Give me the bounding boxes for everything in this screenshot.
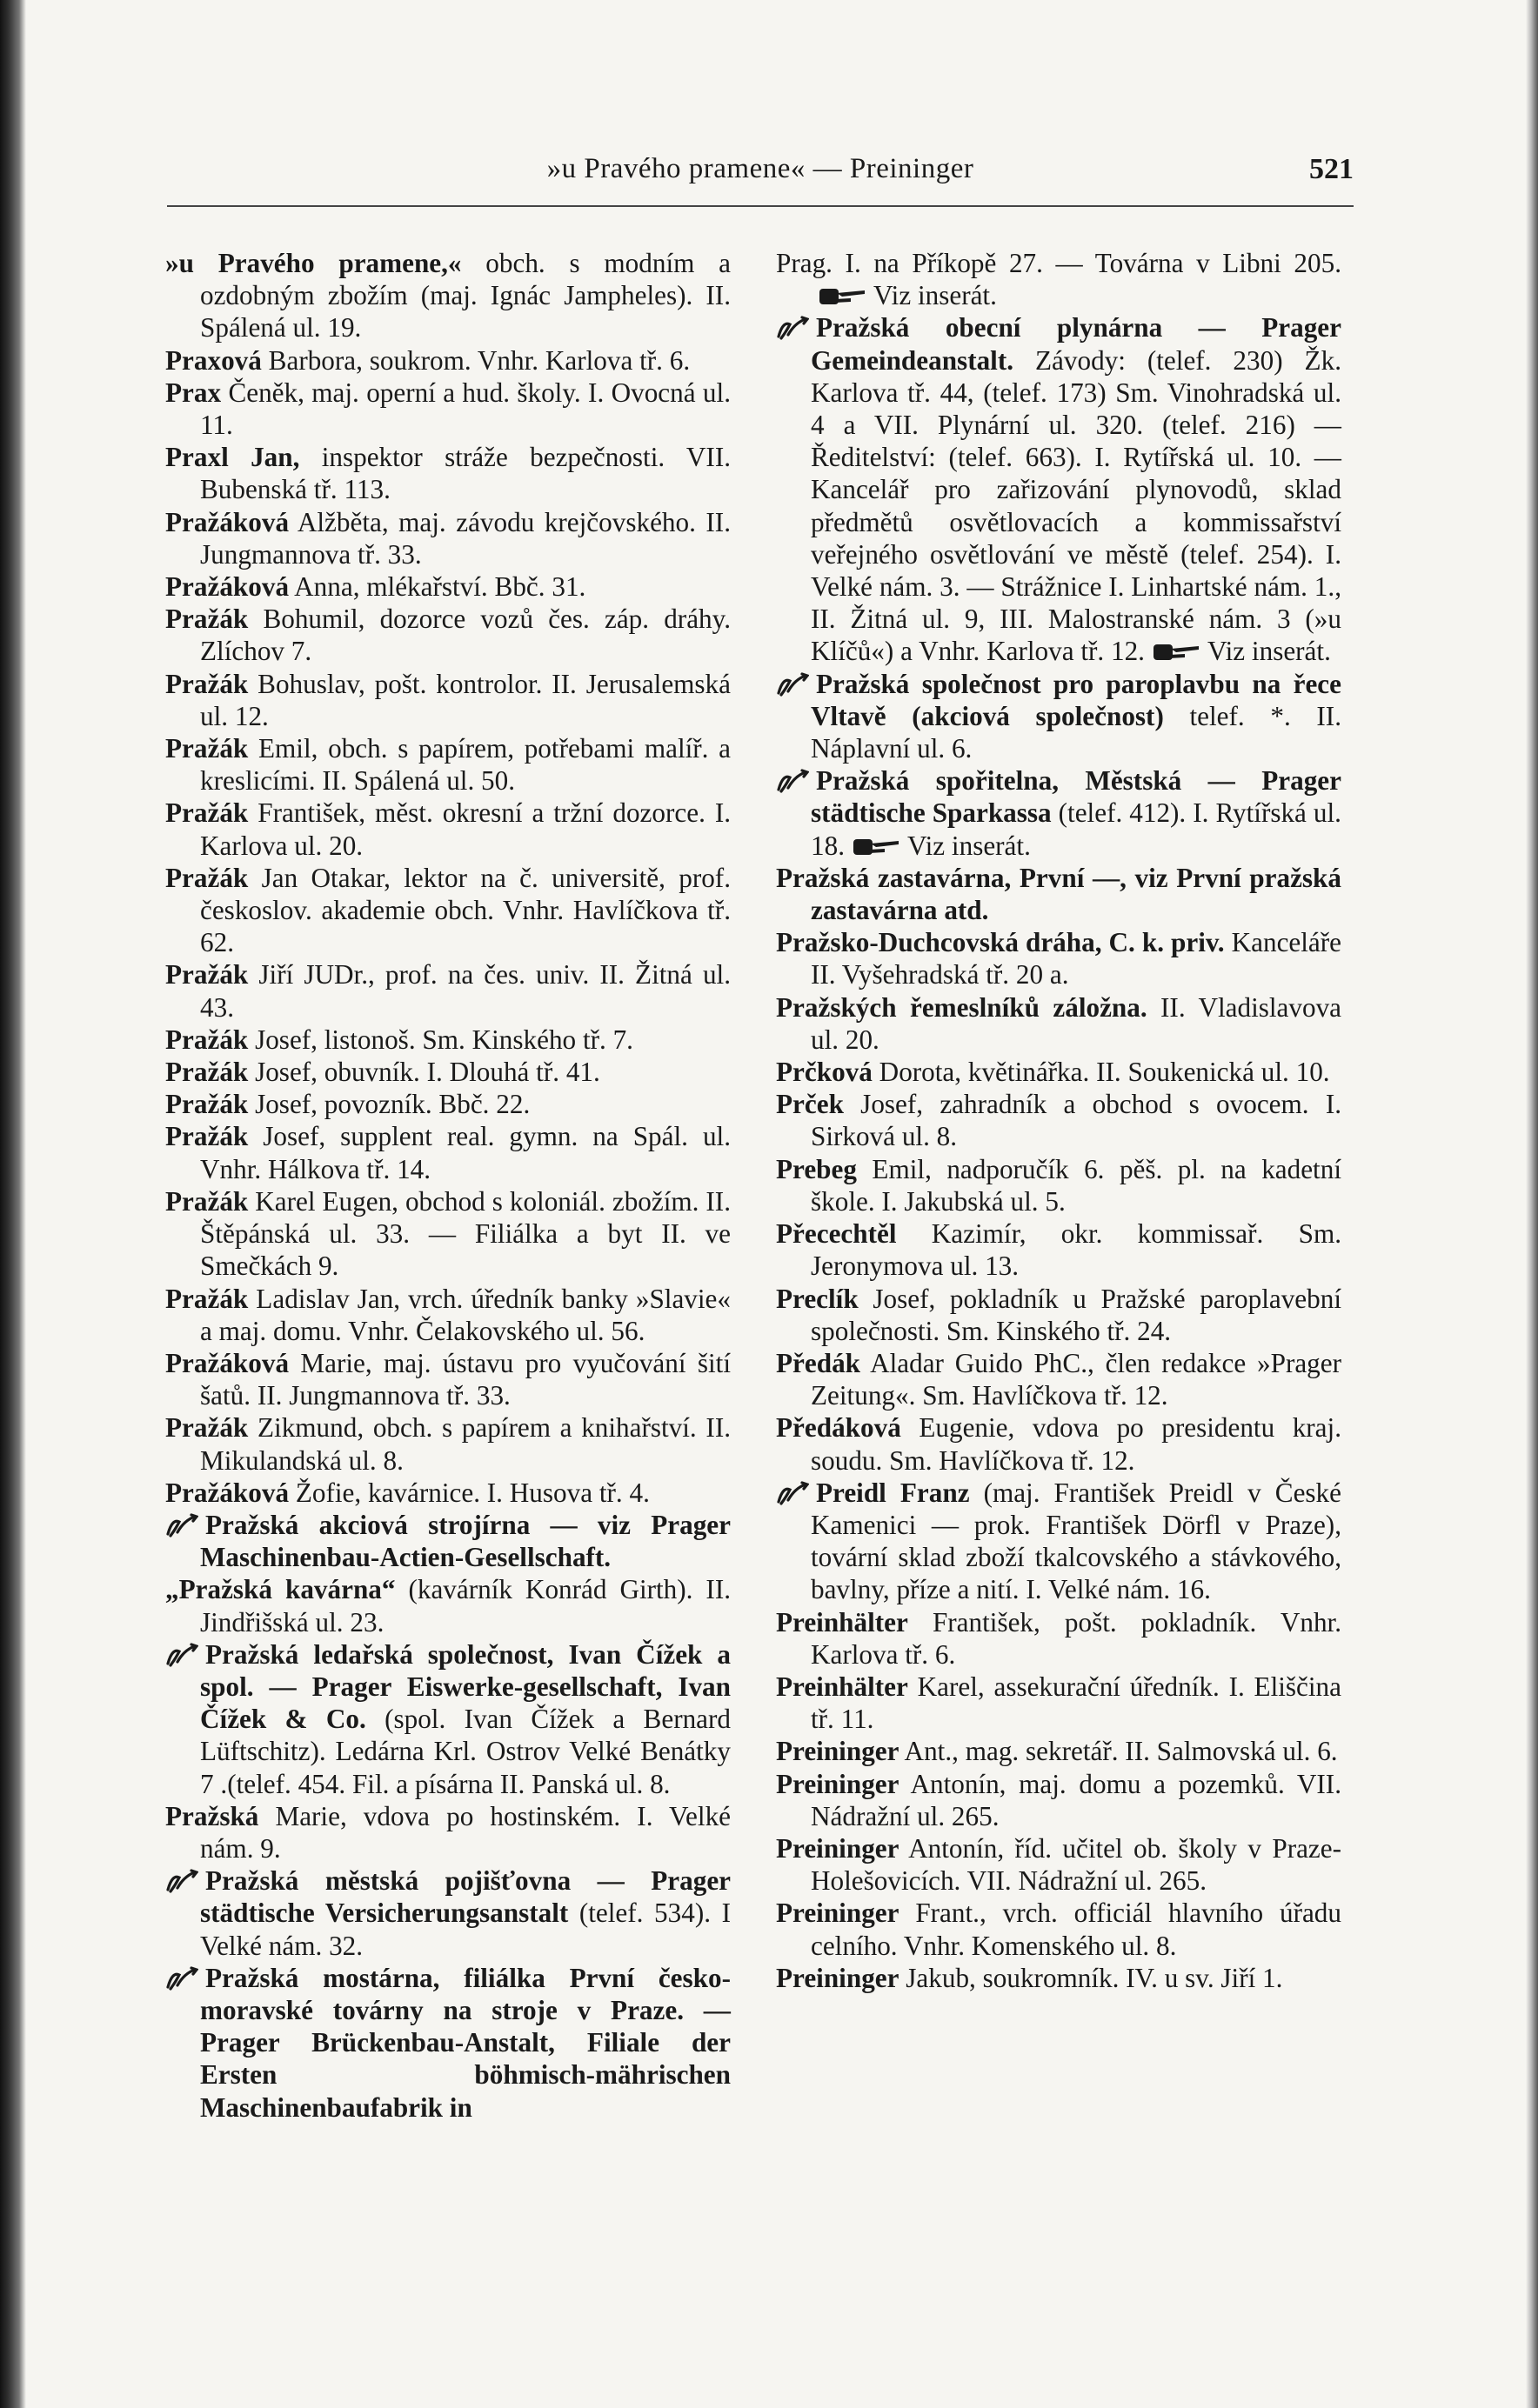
- directory-entry: [776, 764, 1341, 862]
- entry-name: Pražák: [165, 1057, 249, 1088]
- pointing-hand-icon: [850, 836, 902, 858]
- entry-details: Aladar Guido PhC., člen redakce »Prager Zeitung«. Sm. Havlíčkova tř. 12.: [811, 1347, 1341, 1411]
- entry-details: Marie, vdova po hostinském. I. Velké nám. 9.: [200, 1800, 731, 1864]
- directory-entry: [165, 958, 731, 1023]
- right-column: [776, 247, 1341, 1994]
- entry-name: Pražák: [165, 1089, 249, 1120]
- directory-entry: [165, 1120, 731, 1184]
- entry-name: Pražák: [165, 959, 249, 991]
- entry-details: Eugenie, vdova po presidentu kraj. soudu. Sm. Havlíčkova tř. 12.: [811, 1412, 1341, 1476]
- entry-name: Prček: [776, 1089, 844, 1120]
- directory-entry: [165, 732, 731, 797]
- directory-entry: [165, 1185, 731, 1283]
- running-header-title: »u Pravého pramene« — Preininger: [546, 153, 974, 184]
- entry-details: Antonín, maj. domu a pozemků. VII. Nádražní ul. 265.: [811, 1768, 1341, 1831]
- entry-details: Ladislav Jan, vrch. úředník banky »Slavie« a maj. domu. Vnhr. Čelakovského ul. 56.: [200, 1283, 731, 1346]
- entry-details: (spol. Ivan Čížek a Bernard Lüftschitz). Ledárna Krl. Ostrov Velké Benátky 7 .(telef. 454. Fil. a písárna II. Panská ul. 8.: [200, 1704, 731, 1799]
- entry-name: Pražák: [165, 797, 249, 829]
- directory-entry: [776, 1768, 1341, 1832]
- entry-name: Pražská společnost pro paroplavbu na řece Vltavě (akciová společnost): [811, 668, 1341, 731]
- trademark-logo-icon: [165, 1513, 198, 1538]
- entry-name: Prčková: [776, 1057, 873, 1088]
- entry-name: Pražsko-Duchcovská dráha, C. k. priv.: [776, 927, 1225, 958]
- entry-details: Josef, zahradník a obchod s ovocem. I. Sirková ul. 8.: [811, 1089, 1341, 1152]
- directory-entry: [165, 1638, 731, 1800]
- pointing-hand-icon: [1150, 641, 1202, 664]
- entry-details: Emil, nadporučík 6. pěš. pl. na kadetní škole. I. Jakubská ul. 5.: [811, 1153, 1341, 1217]
- directory-entry: [165, 1509, 731, 1573]
- entry-name: Pražák: [165, 1283, 249, 1314]
- entry-details: inspektor stráže bezpečnosti. VII. Bubenská tř. 113.: [200, 442, 732, 505]
- page-edge-right: [1526, 0, 1538, 2408]
- directory-entry: [776, 1411, 1341, 1476]
- directory-entry: [776, 991, 1341, 1056]
- directory-entry: [165, 668, 731, 732]
- entry-name: Pražák: [165, 1024, 249, 1055]
- directory-entry: [165, 1056, 731, 1088]
- entry-details: Prag. I. na Příkopě 27. — Továrna v Libni 205.: [776, 248, 1341, 278]
- directory-entry: [165, 506, 731, 570]
- entry-details: Barbora, soukrom. Vnhr. Karlova tř. 6.: [261, 344, 691, 376]
- trademark-logo-icon: [165, 1643, 198, 1667]
- entry-name: »u Pravého pramene,«: [165, 248, 462, 278]
- entry-details: Antonín, říd. učitel ob. školy v Praze-Holešovicích. VII. Nádražní ul. 265.: [811, 1832, 1341, 1897]
- entry-name: Pražák: [165, 862, 249, 893]
- entry-details: Marie, maj. ústavu pro vyučování šití šatů. II. Jungmannova tř. 33.: [200, 1347, 731, 1411]
- entry-name: Preininger: [776, 1962, 899, 1993]
- directory-entry: [776, 1735, 1341, 1767]
- directory-entry: [165, 344, 731, 377]
- directory-entry: [165, 1024, 731, 1056]
- trademark-logo-icon: [165, 1966, 198, 1991]
- trademark-logo-icon: [776, 769, 809, 793]
- trademark-logo-icon: [776, 672, 809, 697]
- entry-name: Pražák: [165, 733, 249, 764]
- entry-reference: Viz inserát.: [873, 280, 997, 311]
- entry-details: Dorota, květinářka. II. Soukenická ul. 10.: [872, 1057, 1330, 1088]
- directory-entry: [165, 570, 731, 603]
- trademark-logo-icon: [776, 1481, 809, 1505]
- entry-name: Pražáková: [165, 1347, 290, 1378]
- entry-details: Josef, supplent real. gymn. na Spál. ul. Vnhr. Hálkova tř. 14.: [200, 1121, 731, 1184]
- entry-name: Předáková: [776, 1412, 901, 1444]
- entry-details: Jan Otakar, lektor na č. universitě, prof. českoslov. akademie obch. Vnhr. Havlíčkova tř. 62.: [200, 862, 731, 958]
- entry-name: Pražských řemeslníků záložna.: [776, 991, 1147, 1023]
- directory-entry: [165, 377, 731, 441]
- entry-name: Pražská spořitelna, Městská — Prager städtische Sparkassa: [811, 765, 1341, 829]
- directory-entry: [165, 1283, 731, 1347]
- directory-entry: [165, 1088, 731, 1120]
- entry-name: Předák: [776, 1347, 861, 1378]
- entry-name: Praxová: [165, 344, 262, 376]
- directory-entry: [776, 926, 1341, 991]
- directory-entry: [165, 1347, 731, 1411]
- directory-entry: [776, 1056, 1341, 1088]
- directory-entry: [776, 1897, 1341, 1961]
- entry-name: Přecechtěl: [776, 1218, 897, 1250]
- entry-name: Pražák: [165, 1121, 249, 1152]
- entry-name: Prax: [165, 377, 222, 408]
- entry-details: František, pošt. pokladník. Vnhr. Karlova tř. 6.: [811, 1606, 1341, 1670]
- directory-entry: [165, 1800, 731, 1864]
- left-column: [165, 247, 731, 2124]
- entry-details: Bohuslav, pošt. kontrolor. II. Jerusalemská ul. 12.: [200, 668, 731, 731]
- entry-details: Frant., vrch. officiál hlavního úřadu celního. Vnhr. Komenského ul. 8.: [811, 1898, 1341, 1961]
- directory-entry: [776, 1347, 1341, 1411]
- directory-entry: [165, 1477, 731, 1509]
- directory-entry: [776, 1217, 1341, 1282]
- trademark-logo-icon: [165, 1869, 198, 1893]
- directory-entry: [776, 1088, 1341, 1152]
- directory-entry: [776, 1832, 1341, 1897]
- entry-details: (maj. František Preidl v České Kamenici — prok. František Dörfl v Praze), tovární sklad zboží tkalcovského a stávkového, bavlny, příze a nití. I. Velké nám. 16.: [811, 1477, 1341, 1605]
- directory-entry: [776, 1153, 1341, 1217]
- entry-details: Ant., mag. sekretář. II. Salmovská ul. 6.: [899, 1736, 1338, 1767]
- entry-name: Pražáková: [165, 571, 290, 603]
- page-number: 521: [1309, 153, 1354, 185]
- entry-details: (kavárník Konrád Girth). II. Jindřišská ul. 23.: [200, 1574, 731, 1638]
- entry-name: Pražská ledařská společnost, Ivan Čížek a spol. — Prager Eiswerke-gesellschaft, Ivan Čížek & Co.: [200, 1638, 731, 1735]
- entry-details: Bohumil, dozorce vozů čes. záp. dráhy. Zlíchov 7.: [200, 604, 731, 667]
- entry-name: Prebeg: [776, 1153, 857, 1184]
- entry-name: Pražák: [165, 668, 249, 699]
- directory-entry: [165, 1864, 731, 1962]
- entry-name: Pražáková: [165, 1477, 290, 1508]
- entry-name: Preininger: [776, 1832, 899, 1864]
- pointing-hand-icon: [816, 285, 868, 308]
- directory-entry: [776, 311, 1341, 667]
- entry-details: František, měst. okresní a tržní dozorce. I. Karlova ul. 20.: [200, 797, 731, 861]
- directory-entry: [776, 1962, 1341, 1994]
- directory-entry: [165, 1411, 731, 1476]
- entry-name: Pražská: [165, 1800, 259, 1831]
- directory-entry: [776, 1477, 1341, 1606]
- entry-name: Pražská mostárna, filiálka První česko-moravské továrny na stroje v Praze. — Prager Brückenbau-Anstalt, Filiale der Ersten böhmisch-mährischen Maschinenbaufabrik in: [200, 1962, 731, 2123]
- page-edge-left: [0, 0, 26, 2408]
- entry-details: Josef, pokladník u Pražské paroplavební společnosti. Sm. Kinského tř. 24.: [811, 1283, 1341, 1346]
- entry-details: telef. *. II. Náplavní ul. 6.: [811, 700, 1341, 764]
- entry-name: Pražská městská pojišťovna — Prager städtische Versicherungsanstalt: [200, 1865, 731, 1929]
- entry-name: Preinhälter: [776, 1606, 908, 1638]
- entry-details: obch. s modním a ozdobným zbožím (maj. Ignác Jampheles). II. Spálená ul. 19.: [200, 248, 731, 344]
- entry-name: Pražák: [165, 1412, 249, 1444]
- entry-name: Praxl Jan,: [165, 442, 300, 473]
- entry-details: (telef. 412). I. Rytířská ul. 18.: [811, 797, 1341, 861]
- entry-name: Pražská obecní plynárna — Prager Gemeindeanstalt.: [811, 312, 1341, 376]
- entry-details: Jiří JUDr., prof. na čes. univ. II. Žitná ul. 43.: [200, 959, 731, 1023]
- entry-details: Kanceláře II. Vyšehradská tř. 20 a.: [811, 927, 1341, 991]
- entry-name: Pražák: [165, 1185, 249, 1217]
- entry-details: Alžběta, maj. závodu krejčovského. II. Jungmannova tř. 33.: [200, 506, 731, 570]
- entry-name: Preidl Franz: [816, 1477, 970, 1508]
- entry-name: Pražská akciová strojírna — viz Prager Maschinenbau-Actien-Gesellschaft.: [200, 1509, 731, 1573]
- entry-reference: Viz inserát.: [906, 830, 1031, 861]
- directory-entry: [165, 862, 731, 959]
- entry-details: (telef. 534). I Velké nám. 32.: [200, 1898, 731, 1961]
- directory-entry: [165, 797, 731, 861]
- entry-details: Josef, povozník. Bbč. 22.: [248, 1089, 531, 1120]
- entry-reference: Viz inserát.: [1207, 636, 1331, 667]
- entry-name: Preininger: [776, 1898, 899, 1929]
- directory-entry: [165, 1962, 731, 2124]
- entry-name: „Pražská kavárna“: [165, 1574, 396, 1605]
- entry-name: Preclík: [776, 1283, 859, 1314]
- entry-details: Kazimír, okr. kommissař. Sm. Jeronymova ul. 13.: [811, 1218, 1341, 1282]
- directory-entry: [165, 247, 731, 344]
- entry-name: Preininger: [776, 1768, 899, 1799]
- directory-entry: [776, 862, 1341, 926]
- entry-details: Emil, obch. s papírem, potřebami malíř. a kreslicími. II. Spálená ul. 50.: [200, 733, 731, 797]
- entry-details: Jakub, soukromník. IV. u sv. Jiří 1.: [899, 1962, 1283, 1993]
- entry-name: Pražáková: [165, 506, 290, 537]
- entry-details: Závody: (telef. 230) Žk. Karlova tř. 44, (telef. 173) Sm. Vinohradská ul. 4 a VII. Plynární ul. 320. (telef. 216) — Ředitelství: (telef. 663). I. Rytířská ul. 10. — Kancelář pro zařizování plynovodů, sklad předmětů osvětlovacích a kommissařství veřejného osvětlování ve městě (telef. 254). I. Velké nám. 3. — Strážnice I. Linhartské nám. 1., II. Žitná ul. 9, III. Malostranské nám. 3 (»u Klíčů«) a Vnhr. Karlova tř. 12.: [811, 344, 1341, 667]
- directory-entry: [776, 1606, 1341, 1671]
- entry-details: Anna, mlékařství. Bbč. 31.: [289, 571, 586, 603]
- trademark-logo-icon: [776, 316, 809, 340]
- entry-details: Karel, assekurační úředník. I. Eliščina tř. 11.: [811, 1671, 1341, 1735]
- header-rule: [167, 205, 1354, 207]
- entry-details: Čeněk, maj. operní a hud. školy. I. Ovocná ul. 11.: [200, 377, 731, 441]
- directory-entry: [776, 247, 1341, 311]
- entry-details: Josef, obuvník. I. Dlouhá tř. 41.: [248, 1057, 600, 1088]
- entry-details: II. Vladislavova ul. 20.: [811, 991, 1341, 1055]
- entry-name: Preinhälter: [776, 1671, 908, 1702]
- entry-details: Žofie, kavárnice. I. Husova tř. 4.: [289, 1477, 650, 1508]
- directory-entry: [165, 1573, 731, 1638]
- directory-entry: [165, 603, 731, 667]
- entry-details: Zikmund, obch. s papírem a knihařství. II. Mikulandská ul. 8.: [200, 1412, 731, 1476]
- running-header: [167, 153, 1354, 198]
- directory-entry: [776, 1283, 1341, 1347]
- directory-entry: [776, 668, 1341, 765]
- entry-details: Karel Eugen, obchod s koloniál. zbožím. II. Štěpánská ul. 33. — Filiálka a byt II. ve Smečkách 9.: [200, 1185, 731, 1282]
- entry-name: Pražská zastavárna, První —, viz První pražská zastavárna atd.: [776, 862, 1341, 926]
- entry-name: Preininger: [776, 1736, 899, 1767]
- entry-details: Josef, listonoš. Sm. Kinského tř. 7.: [248, 1024, 633, 1055]
- entry-name: Pražák: [165, 604, 249, 635]
- directory-entry: [776, 1671, 1341, 1735]
- directory-entry: [165, 441, 731, 505]
